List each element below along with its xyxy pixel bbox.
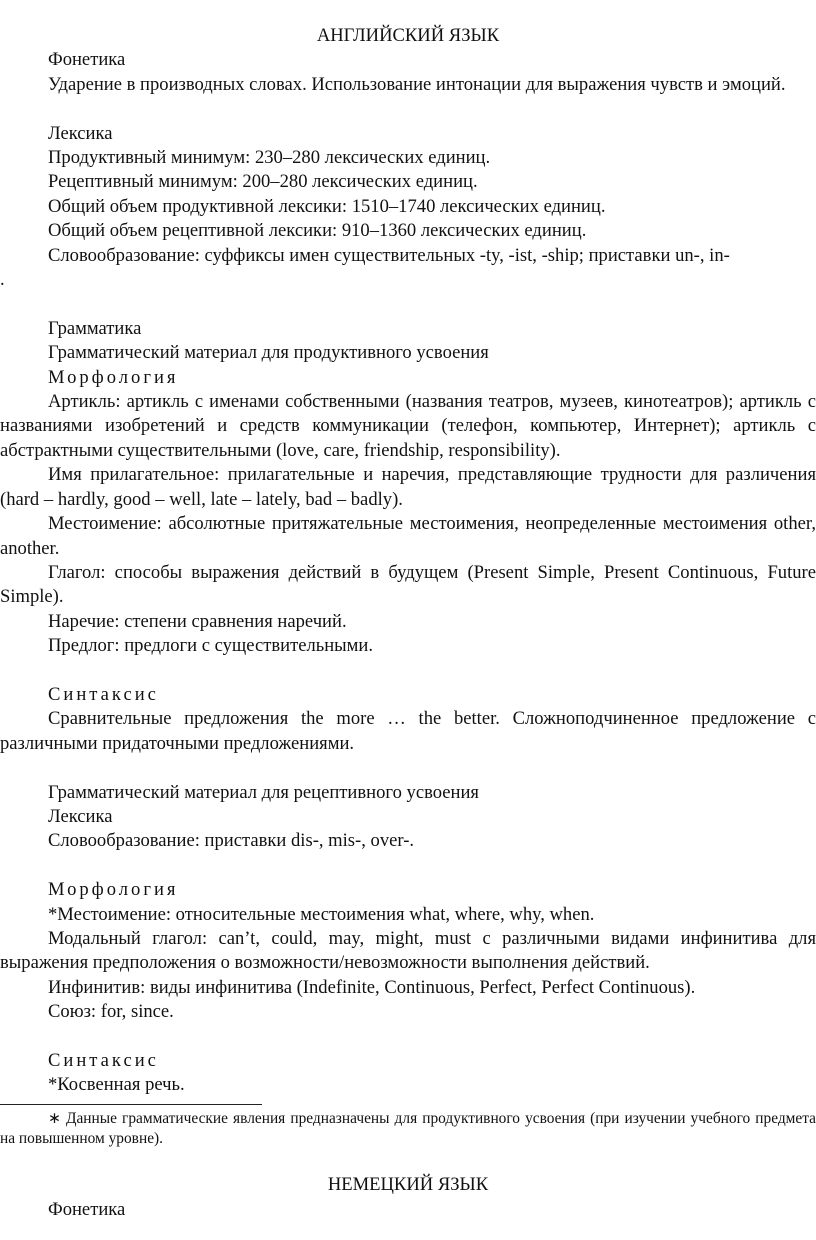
section-title-german: НЕМЕЦКИЙ ЯЗЫК	[327, 1174, 489, 1196]
lexis-line: Словообразование: суффиксы имен существительных -ty, -ist, -ship; приставки un-, in-	[48, 244, 730, 266]
preposition-text: Предлог: предлоги с существительными.	[48, 635, 374, 657]
morphology2-heading: Морфология	[48, 879, 179, 901]
lexis2-heading: Лексика	[48, 805, 113, 827]
phonetics-heading: Фонетика	[48, 49, 126, 71]
morphology-heading: Морфология	[48, 366, 179, 388]
article-text: Артикль: артикль с именами собственными (названия театров, музеев, кинотеатров); артикль с названиями изобретений и средств коммуникации (телефон, компьютер, Интернет); артикль с абстрактными существительными (love, care, friendship, responsibility).	[0, 391, 816, 461]
adjective-text: Имя прилагательное: прилагательные и наречия, представляющие трудности для различения (hard – hardly, good – well, late – lately, bad – badly).	[0, 464, 816, 510]
lexis-line: Рецептивный минимум: 200–280 лексических единиц.	[48, 171, 478, 193]
german-phonetics-heading: Фонетика	[48, 1198, 126, 1220]
conjunction-text: Союз: for, since.	[48, 1001, 174, 1023]
pronoun-text: Местоимение: абсолютные притяжательные местоимения, неопределенные местоимения other, another.	[0, 513, 816, 559]
wordformation2-text: Словообразование: приставки dis-, mis-, over-.	[48, 830, 415, 852]
syntax-heading: Синтаксис	[48, 683, 159, 705]
reported-speech-text: *Косвенная речь.	[48, 1074, 185, 1096]
grammar-receptive-heading: Грамматический материал для рецептивного усвоения	[48, 781, 479, 803]
footnote-separator	[0, 1104, 262, 1105]
lexis-line: Продуктивный минимум: 230–280 лексических единиц.	[48, 147, 491, 169]
adverb-text: Наречие: степени сравнения наречий.	[48, 610, 347, 632]
grammar-productive-heading: Грамматический материал для продуктивного усвоения	[48, 342, 489, 364]
grammar-heading: Грамматика	[48, 317, 142, 339]
section-title-english: АНГЛИЙСКИЙ ЯЗЫК	[316, 25, 500, 46]
footnote-text: ∗ Данные грамматические явления предназначены для продуктивного усвоения (при изучении учебного предмета на повышенном уровне).	[0, 1109, 816, 1147]
modal-verb-text: Модальный глагол: can’t, could, may, might, must с различными видами инфинитива для выражения предположения о возможности/невозможности выполнения действий.	[0, 927, 816, 974]
document-page	[0, 24, 816, 1222]
lexis-line-tail: .	[0, 269, 5, 291]
pronoun2-text: *Местоимение: относительные местоимения what, where, why, when.	[48, 903, 595, 925]
lexis-heading: Лексика	[48, 122, 113, 144]
infinitive-text: Инфинитив: виды инфинитива (Indefinite, Continuous, Perfect, Perfect Continuous).	[48, 976, 696, 998]
verb-text: Глагол: способы выражения действий в будущем (Present Simple, Present Continuous, Future Simple).	[0, 561, 816, 608]
phonetics-text: Ударение в производных словах. Использование интонации для выражения чувств и эмоций.	[48, 73, 786, 95]
lexis-line: Общий объем рецептивной лексики: 910–1360 лексических единиц.	[48, 220, 587, 242]
syntax2-heading: Синтаксис	[48, 1049, 159, 1071]
lexis-line: Общий объем продуктивной лексики: 1510–1740 лексических единиц.	[48, 195, 606, 217]
syntax-text: Сравнительные предложения the more … the better. Сложноподчиненное предложение с различными придаточными предложениями.	[0, 708, 816, 754]
